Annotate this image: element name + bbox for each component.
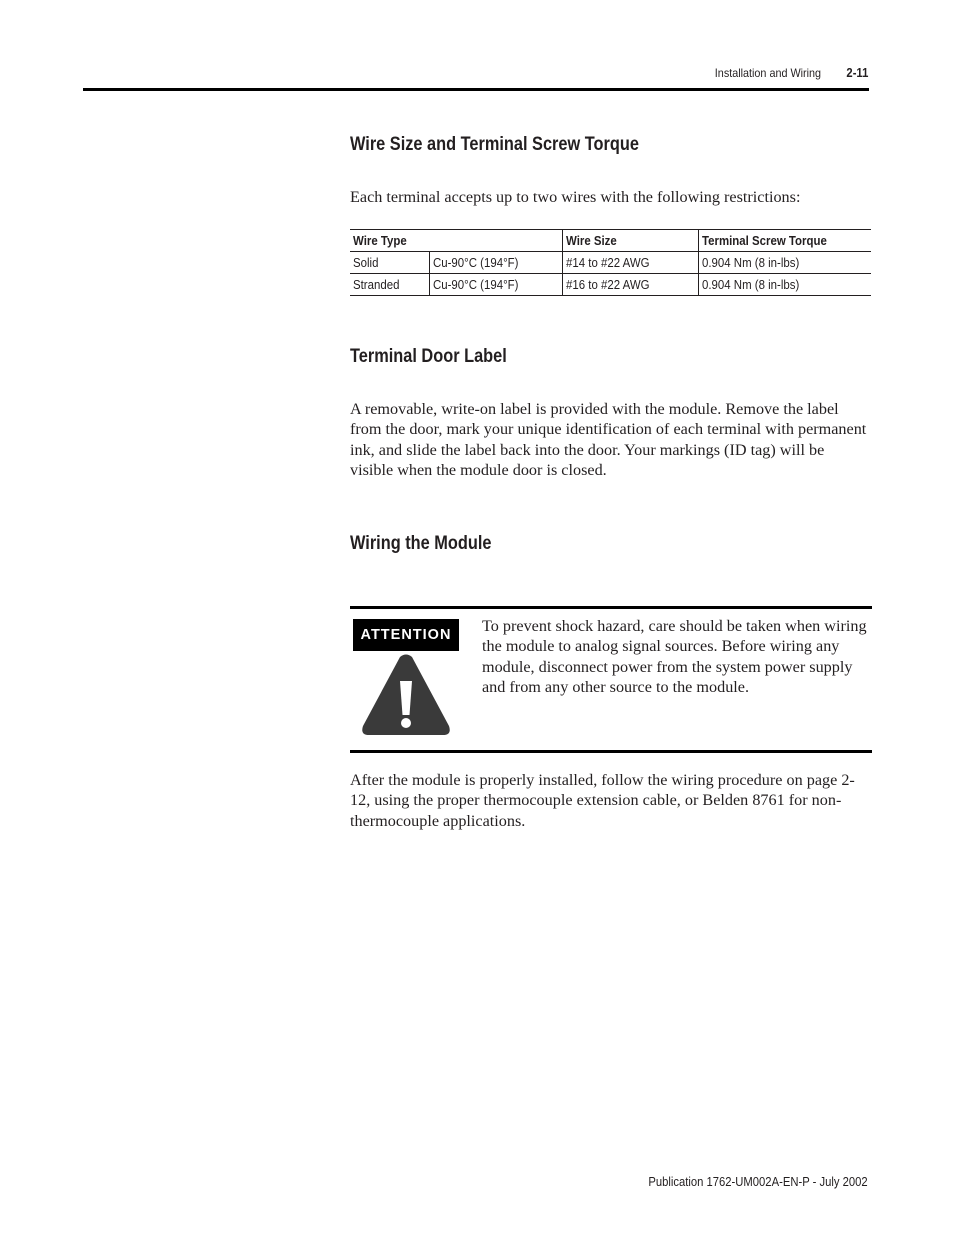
wiring-after-text: After the module is properly installed, follow the wiring procedure on page 2-12, using the proper thermocouple extension cable, or Belden 8761 for non-thermocouple applications. <box>350 771 855 830</box>
table-cell: Cu-90°C (194°F) <box>429 252 562 274</box>
attention-top-rule <box>350 606 872 609</box>
table-header-cell: Wire Type <box>350 230 562 252</box>
header-section-title: Installation and Wiring <box>714 66 821 80</box>
table-row <box>350 274 871 296</box>
page-number: 2-11 <box>846 66 868 80</box>
warning-triangle-icon <box>361 654 451 736</box>
table-cell: #14 to #22 AWG <box>562 252 698 274</box>
attention-badge: ATTENTION <box>353 619 459 651</box>
table-header-cell: Wire Size <box>562 230 698 252</box>
door-label-body: A removable, write-on label is provided with the module. Remove the label from the door, mark your unique identification of each terminal with permanent ink, and slide the label back into the door. Your markings (ID tag) will be visible when the module door is closed. <box>350 400 867 480</box>
header-rule <box>83 88 869 91</box>
table-cell: #16 to #22 AWG <box>562 274 698 296</box>
heading-terminal-door-label: Terminal Door Label <box>350 346 507 367</box>
publication-footer: Publication 1762-UM002A-EN-P - July 2002 <box>648 1175 868 1189</box>
heading-wiring-module: Wiring the Module <box>350 533 492 554</box>
wire-spec-table <box>350 229 871 296</box>
table-cell: 0.904 Nm (8 in-lbs) <box>698 252 871 274</box>
attention-text: To prevent shock hazard, care should be taken when wiring the module to analog signal sources. Before wiring any module, disconnect power from the system power supply and from any other source to the module. <box>482 617 867 697</box>
table-cell: 0.904 Nm (8 in-lbs) <box>698 274 871 296</box>
table-header-row <box>350 230 871 252</box>
table-cell: Cu-90°C (194°F) <box>429 274 562 296</box>
table-cell: Stranded <box>350 274 429 296</box>
table-header-cell: Terminal Screw Torque <box>698 230 871 252</box>
table-cell: Solid <box>350 252 429 274</box>
attention-bottom-rule <box>350 750 872 753</box>
heading-wire-size: Wire Size and Terminal Screw Torque <box>350 134 639 155</box>
wire-size-intro: Each terminal accepts up to two wires with the following restrictions: <box>350 188 801 206</box>
table-row <box>350 252 871 274</box>
